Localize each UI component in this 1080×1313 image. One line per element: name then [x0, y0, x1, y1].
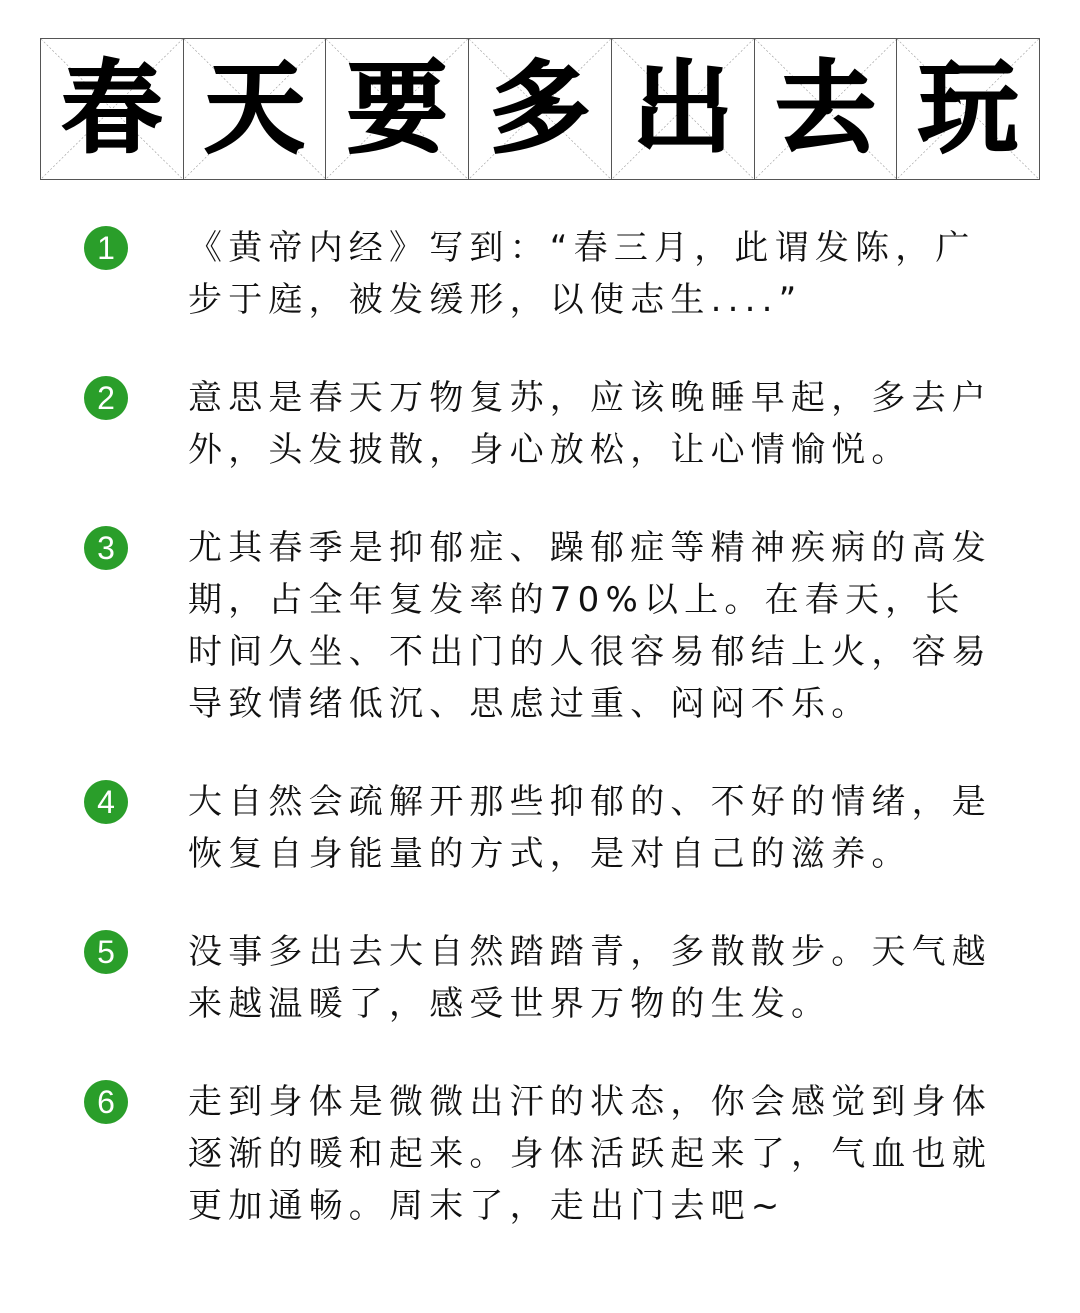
title-cell	[612, 39, 755, 179]
title-char: 玩	[918, 50, 1019, 167]
title-cell	[326, 39, 469, 179]
list-item	[0, 776, 1080, 880]
number-badge: 5	[84, 930, 128, 974]
number-badge: 6	[84, 1080, 128, 1124]
list-item	[0, 926, 1080, 1030]
list-item	[0, 372, 1080, 476]
item-text: 尤其春季是抑郁症、躁郁症等精神疾病的高发期，占全年复发率的70%以上。在春天，长时间久坐、不出门的人很容易郁结上火，容易导致情绪低沉、思虑过重、闷闷不乐。	[188, 528, 992, 724]
title-cell	[184, 39, 327, 179]
list-item	[0, 222, 1080, 326]
title-char: 去	[775, 50, 876, 167]
title-char: 出	[632, 50, 733, 167]
number-badge: 3	[84, 526, 128, 570]
title-cell	[41, 39, 184, 179]
title-char: 多	[490, 50, 591, 167]
item-text: 走到身体是微微出汗的状态，你会感觉到身体逐渐的暖和起来。身体活跃起来了，气血也就更加通畅。周末了，走出门去吧~	[188, 1082, 992, 1226]
item-text: 没事多出去大自然踏踏青，多散散步。天气越来越温暖了，感受世界万物的生发。	[188, 932, 992, 1024]
item-text: 大自然会疏解开那些抑郁的、不好的情绪，是恢复自身能量的方式，是对自己的滋养。	[188, 782, 992, 874]
number-badge: 1	[84, 226, 128, 270]
list-item	[0, 522, 1080, 730]
number-badge: 2	[84, 376, 128, 420]
title-char: 要	[347, 50, 448, 167]
title-char: 天	[204, 50, 305, 167]
list-item	[0, 1076, 1080, 1232]
title-char: 春	[61, 50, 162, 167]
title-cell	[469, 39, 612, 179]
title-cell	[897, 39, 1039, 179]
title-grid	[40, 38, 1040, 180]
item-text: 意思是春天万物复苏，应该晚睡早起，多去户外，头发披散，身心放松，让心情愉悦。	[188, 378, 992, 470]
title-cell	[755, 39, 898, 179]
number-badge: 4	[84, 780, 128, 824]
item-list	[0, 222, 1080, 1278]
item-text: 《黄帝内经》写到：“春三月，此谓发陈，广步于庭，被发缓形，以使志生....”	[188, 228, 976, 320]
